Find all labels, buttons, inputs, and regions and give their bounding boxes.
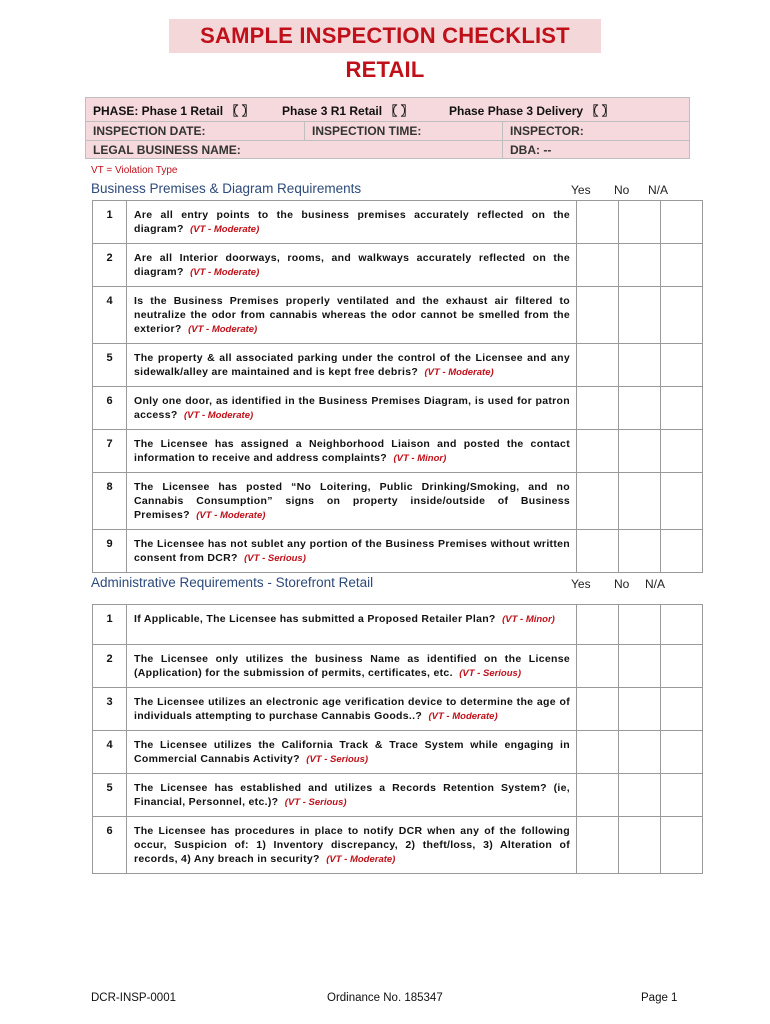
answer-yes-cell[interactable] (577, 430, 619, 473)
item-question-cell (127, 817, 577, 874)
column-no-header: No (614, 577, 630, 591)
item-question: The property & all associated parking under the control of the Licensee and any sidewalk/alley are maintained and is kept free debris? (134, 352, 570, 378)
form-id: DCR-INSP-0001 (91, 992, 176, 1004)
answer-na-cell[interactable] (661, 731, 703, 774)
item-number: 7 (93, 430, 127, 473)
page-number: Page 1 (641, 992, 678, 1004)
violation-type-tag: (VT - Moderate) (424, 367, 494, 378)
item-question: The Licensee has posted “No Loitering, Public Drinking/Smoking, and no Cannabis Consumption” signs on property inside/outside of Business Premises? (134, 481, 570, 521)
section-title-administrative: Administrative Requirements - Storefront Retail (91, 575, 374, 590)
violation-type-tag: (VT - Serious) (459, 668, 521, 679)
answer-no-cell[interactable] (619, 605, 661, 645)
answer-yes-cell[interactable] (577, 387, 619, 430)
checklist-row (93, 817, 703, 874)
item-question-cell (127, 774, 577, 817)
inspection-header-table (85, 97, 690, 159)
business-info-row (86, 140, 689, 158)
answer-yes-cell[interactable] (577, 244, 619, 287)
item-question: Are all Interior doorways, rooms, and walkways accurately reflected on the diagram? (134, 252, 570, 278)
answer-no-cell[interactable] (619, 731, 661, 774)
answer-na-cell[interactable] (661, 344, 703, 387)
item-number: 2 (93, 244, 127, 287)
answer-yes-cell[interactable] (577, 688, 619, 731)
checklist-row (93, 430, 703, 473)
answer-yes-cell[interactable] (577, 473, 619, 530)
answer-na-cell[interactable] (661, 645, 703, 688)
violation-type-tag: (VT - Moderate) (326, 854, 396, 865)
answer-yes-cell[interactable] (577, 817, 619, 874)
item-question-cell (127, 605, 577, 645)
item-question-cell (127, 731, 577, 774)
column-na-header: N/A (645, 577, 666, 591)
item-question-cell (127, 473, 577, 530)
answer-na-cell[interactable] (661, 688, 703, 731)
answer-na-cell[interactable] (661, 430, 703, 473)
answer-no-cell[interactable] (619, 473, 661, 530)
item-number: 6 (93, 817, 127, 874)
inspection-info-row (86, 121, 689, 141)
item-question-cell (127, 530, 577, 573)
ordinance-number: Ordinance No. 185347 (327, 992, 443, 1004)
checklist-row (93, 201, 703, 244)
violation-type-tag: (VT - Serious) (244, 553, 306, 564)
checklist-row (93, 473, 703, 530)
item-question: The Licensee utilizes an electronic age verification device to determine the age of individuals attempting to purchase Cannabis Goods..? (134, 696, 570, 722)
violation-type-tag: (VT - Serious) (284, 797, 347, 808)
inspection-time-field[interactable]: INSPECTION TIME: (305, 121, 503, 140)
item-number: 6 (93, 387, 127, 430)
item-question-cell (127, 688, 577, 731)
violation-type-tag: (VT - Moderate) (196, 510, 266, 521)
item-question: The Licensee utilizes the California Track & Trace System while engaging in Commercial Cannabis Activity? (134, 739, 570, 765)
phase-3-r1-retail-label: Phase 3 R1 Retail 〖 〗 (282, 104, 413, 118)
answer-na-cell[interactable] (661, 817, 703, 874)
phase-1-retail-label: PHASE: Phase 1 Retail 〖 〗 (93, 104, 254, 118)
checklist-row (93, 287, 703, 344)
violation-type-tag: (VT - Moderate) (428, 711, 498, 722)
answer-yes-cell[interactable] (577, 287, 619, 344)
answer-no-cell[interactable] (619, 530, 661, 573)
answer-no-cell[interactable] (619, 201, 661, 244)
item-question: The Licensee has not sublet any portion of the Business Premises without written consent from DCR? (134, 538, 570, 564)
answer-na-cell[interactable] (661, 605, 703, 645)
checklist-row (93, 688, 703, 731)
item-question: Only one door, as identified in the Business Premises Diagram, is used for patron access? (134, 395, 570, 421)
item-question: If Applicable, The Licensee has submitted a Proposed Retailer Plan? (134, 613, 496, 625)
column-yes-header: Yes (571, 577, 591, 591)
answer-no-cell[interactable] (619, 688, 661, 731)
column-na-header: N/A (648, 183, 669, 197)
page-title: SAMPLE INSPECTION CHECKLIST RETAIL (169, 19, 601, 53)
checklist-row (93, 731, 703, 774)
checklist-row (93, 244, 703, 287)
checklist-row (93, 774, 703, 817)
checklist-row (93, 645, 703, 688)
answer-na-cell[interactable] (661, 244, 703, 287)
answer-no-cell[interactable] (619, 774, 661, 817)
premises-checklist-table (92, 200, 703, 573)
item-question-cell (127, 430, 577, 473)
section-title-premises: Business Premises & Diagram Requirements (91, 181, 362, 196)
item-number: 1 (93, 201, 127, 244)
dba-field[interactable]: DBA: -- (510, 143, 552, 157)
answer-na-cell[interactable] (661, 473, 703, 530)
legal-business-name-field[interactable]: LEGAL BUSINESS NAME: (86, 140, 503, 158)
item-question: Are all entry points to the business premises accurately reflected on the diagram? (134, 209, 570, 235)
inspection-date-field[interactable]: INSPECTION DATE: (86, 121, 305, 140)
item-number: 2 (93, 645, 127, 688)
checklist-row (93, 530, 703, 573)
answer-na-cell[interactable] (661, 774, 703, 817)
item-question-cell (127, 244, 577, 287)
item-question-cell (127, 344, 577, 387)
item-question-cell (127, 201, 577, 244)
item-number: 8 (93, 473, 127, 530)
violation-type-tag: (VT - Minor) (393, 453, 447, 464)
answer-no-cell[interactable] (619, 287, 661, 344)
answer-no-cell[interactable] (619, 817, 661, 874)
answer-yes-cell[interactable] (577, 530, 619, 573)
checklist-row (93, 344, 703, 387)
answer-yes-cell[interactable] (577, 645, 619, 688)
checklist-row (93, 387, 703, 430)
answer-no-cell[interactable] (619, 387, 661, 430)
answer-yes-cell[interactable] (577, 605, 619, 645)
violation-type-tag: (VT - Minor) (502, 614, 555, 625)
answer-no-cell[interactable] (619, 244, 661, 287)
item-question-cell (127, 287, 577, 344)
column-no-header: No (614, 183, 630, 197)
item-question: The Licensee has established and utilizes a Records Retention System? (ie, Financial, Personnel, etc.)? (134, 782, 570, 808)
answer-yes-cell[interactable] (577, 344, 619, 387)
item-number: 4 (93, 287, 127, 344)
item-question: The Licensee has assigned a Neighborhood Liaison and posted the contact information to receive and address complaints? (134, 438, 570, 464)
item-question: The Licensee only utilizes the business Name as identified on the License (Application) for the submission of permits, certificates, etc. (134, 653, 570, 679)
violation-type-tag: (VT - Moderate) (190, 224, 260, 235)
violation-type-tag: (VT - Moderate) (184, 410, 254, 421)
answer-na-cell[interactable] (661, 387, 703, 430)
violation-type-note: VT = Violation Type (91, 165, 178, 176)
checklist-row (93, 605, 703, 645)
column-yes-header: Yes (571, 183, 591, 197)
violation-type-tag: (VT - Moderate) (188, 324, 258, 335)
violation-type-tag: (VT - Serious) (306, 754, 369, 765)
answer-yes-cell[interactable] (577, 774, 619, 817)
phase-row (86, 98, 689, 122)
item-question-cell (127, 387, 577, 430)
answer-no-cell[interactable] (619, 344, 661, 387)
item-number: 5 (93, 344, 127, 387)
item-question: Is the Business Premises properly ventilated and the exhaust air filtered to neutralize the odor from cannabis whereas the odor cannot be smelled from the exterior? (134, 295, 570, 335)
item-number: 5 (93, 774, 127, 817)
answer-no-cell[interactable] (619, 645, 661, 688)
item-question: The Licensee has procedures in place to notify DCR when any of the following occur, Suspicion of: 1) Inventory discrepancy, 2) theft/loss, 3) Alteration of records, 4) Any breach in security? (134, 825, 570, 865)
answer-yes-cell[interactable] (577, 731, 619, 774)
item-number: 1 (93, 605, 127, 645)
answer-na-cell[interactable] (661, 201, 703, 244)
answer-na-cell[interactable] (661, 530, 703, 573)
answer-yes-cell[interactable] (577, 201, 619, 244)
administrative-checklist-table (92, 604, 703, 874)
answer-no-cell[interactable] (619, 430, 661, 473)
item-number: 3 (93, 688, 127, 731)
inspector-field[interactable]: INSPECTOR: (510, 124, 584, 138)
item-question-cell (127, 645, 577, 688)
violation-type-tag: (VT - Moderate) (190, 267, 260, 278)
phase-3-delivery-label: Phase Phase 3 Delivery 〖 〗 (449, 104, 614, 118)
answer-na-cell[interactable] (661, 287, 703, 344)
item-number: 9 (93, 530, 127, 573)
item-number: 4 (93, 731, 127, 774)
